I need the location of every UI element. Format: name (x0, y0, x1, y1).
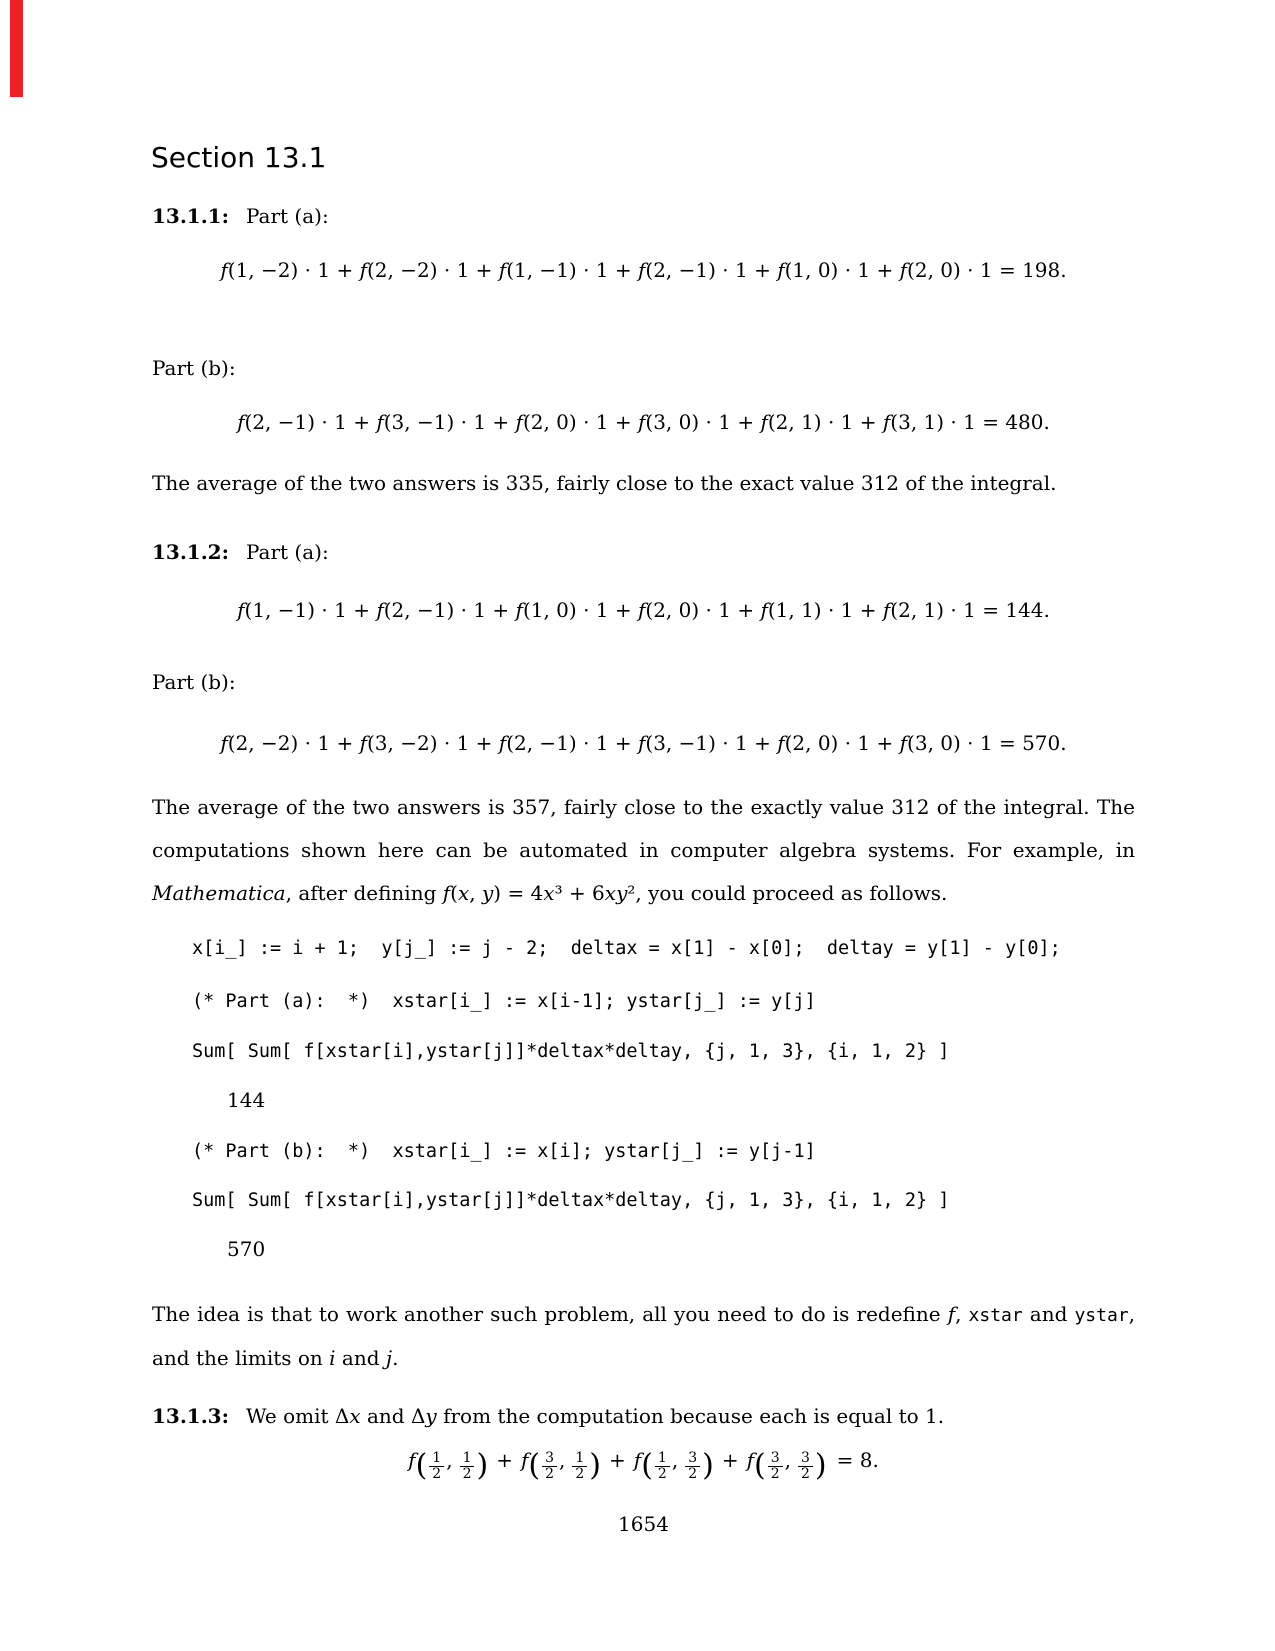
problem-13-1-3-header (152, 1404, 1135, 1428)
equation-13-1-2b: f(2, −2) · 1 + f(3, −2) · 1 + f(2, −1) · 1 + f(3, −1) · 1 + f(2, 0) · 1 + f(3, 0) · 1 = 570. (220, 731, 1067, 755)
numerator: 3 (545, 1450, 555, 1467)
outro-text: and (335, 1346, 386, 1370)
outro-text: The idea is that to work another such problem, all you need to do is redefine (152, 1302, 948, 1326)
section-title: Section 13.1 (151, 141, 327, 174)
f-variable: f (947, 1302, 956, 1326)
numerator: 3 (688, 1450, 698, 1467)
fraction (460, 1451, 475, 1481)
left-paren: ( (415, 1448, 428, 1483)
numerator: 1 (432, 1450, 442, 1467)
f-term (408, 1448, 489, 1483)
problem-number: 13.1.3: (152, 1404, 229, 1428)
denominator: 2 (460, 1466, 475, 1482)
problem-13-1-2-header (152, 540, 1135, 564)
part-b-label: Part (b): (152, 670, 236, 694)
denominator: 2 (655, 1466, 670, 1482)
code-line-sum-a: Sum[ Sum[ f[xstar[i],ystar[j]]*deltax*deltay, {j, 1, 3}, {i, 1, 2} ] (192, 1041, 950, 1062)
j-variable: j (385, 1346, 393, 1370)
equation-13-1-1a: f(1, −2) · 1 + f(2, −2) · 1 + f(1, −1) · 1 + f(2, −1) · 1 + f(1, 0) · 1 + f(2, 0) · 1 = 198. (220, 258, 1067, 282)
comma: , (784, 1448, 791, 1472)
part-b-header-2 (152, 670, 1135, 694)
xstar-code: xstar (968, 1305, 1023, 1326)
fraction (429, 1451, 444, 1481)
plus-sign: + (721, 1448, 739, 1472)
f-symbol: f (746, 1448, 754, 1472)
left-paren: ( (641, 1448, 653, 1483)
equation-13-1-2a: f(1, −1) · 1 + f(2, −1) · 1 + f(1, 0) · 1 + f(2, 0) · 1 + f(1, 1) · 1 + f(2, 1) · 1 = 144. (237, 598, 1050, 622)
left-paren: ( (528, 1448, 541, 1483)
part-a-label: Part (a): (245, 204, 329, 228)
fraction (542, 1451, 557, 1481)
fraction (685, 1451, 700, 1481)
denominator: 2 (685, 1466, 700, 1482)
equation-13-1-3 (152, 1448, 1135, 1483)
function-definition: f(x, y) = 4x³ + 6xy², (442, 881, 642, 905)
code-output-a: 144 (227, 1088, 266, 1112)
right-paren: ) (814, 1448, 827, 1483)
right-paren: ) (589, 1448, 602, 1483)
equation-13-1-1b: f(2, −1) · 1 + f(3, −1) · 1 + f(2, 0) · 1 + f(3, 0) · 1 + f(2, 1) · 1 + f(3, 1) · 1 = 480. (237, 410, 1050, 434)
delta-x: Δx (334, 1404, 361, 1428)
f-symbol: f (520, 1448, 529, 1472)
denominator: 2 (572, 1466, 587, 1482)
mathematica-name: Mathematica (152, 881, 286, 905)
code-output-b: 570 (227, 1237, 266, 1261)
part-b-label: Part (b): (152, 356, 236, 380)
delta-y: Δy (410, 1404, 437, 1428)
ystar-code: ystar (1074, 1305, 1129, 1326)
intro-text: from the computation because each is equal to 1. (436, 1404, 945, 1428)
note-13-1-2 (152, 786, 1135, 915)
closing-paragraph (152, 1293, 1135, 1380)
comma: , (446, 1448, 453, 1472)
code-line-sum-b: Sum[ Sum[ f[xstar[i],ystar[j]]*deltax*deltay, {j, 1, 3}, {i, 1, 2} ] (192, 1190, 950, 1211)
outro-text: . (392, 1346, 399, 1370)
equation-result: = 8. (836, 1448, 879, 1472)
note-text: The average of the two answers is 357, fairly close to the exactly value 312 of the integral. The computations shown here can be automated in computer algebra systems. For example, in (152, 795, 1135, 862)
outro-text: , (955, 1302, 969, 1326)
fraction (768, 1451, 783, 1481)
numerator: 1 (575, 1450, 585, 1467)
red-marker (10, 0, 23, 97)
plus-sign: + (609, 1448, 626, 1472)
plus-sign: + (496, 1448, 513, 1472)
part-b-header-1 (152, 356, 1135, 380)
comma: , (559, 1448, 566, 1472)
code-line-part-b: (* Part (b): *) xstar[i_] := x[i]; ystar[j_] := y[j-1] (192, 1141, 816, 1162)
f-symbol: f (408, 1448, 416, 1472)
denominator: 2 (542, 1466, 557, 1482)
note-13-1-1: The average of the two answers is 335, fairly close to the exact value 312 of the integral. (152, 471, 1057, 495)
denominator: 2 (429, 1466, 444, 1482)
outro-text: , and the limits on (152, 1302, 1136, 1370)
right-paren: ) (702, 1448, 714, 1483)
intro-text: We omit (245, 1404, 335, 1428)
f-symbol: f (633, 1448, 642, 1472)
problem-number: 13.1.1: (152, 204, 229, 228)
note-text: you could proceed as follows. (641, 881, 948, 905)
code-line-definitions: x[i_] := i + 1; y[j_] := j - 2; deltax = x[1] - x[0]; deltay = y[1] - y[0]; (192, 938, 1061, 959)
numerator: 1 (462, 1450, 472, 1467)
numerator: 1 (657, 1450, 667, 1467)
f-term (746, 1448, 827, 1483)
code-line-part-a: (* Part (a): *) xstar[i_] := x[i-1]; ystar[j_] := y[j] (192, 991, 816, 1012)
f-term (633, 1448, 714, 1483)
i-variable: i (329, 1346, 336, 1370)
left-paren: ( (754, 1448, 766, 1483)
outro-text: and (1022, 1302, 1075, 1326)
numerator: 3 (770, 1450, 780, 1467)
f-term (520, 1448, 602, 1483)
intro-text: and (360, 1404, 411, 1428)
fraction (798, 1451, 813, 1481)
part-a-label: Part (a): (245, 540, 329, 564)
note-text: , after defining (285, 881, 443, 905)
fraction (655, 1451, 670, 1481)
denominator: 2 (798, 1466, 813, 1482)
problem-number: 13.1.2: (152, 540, 229, 564)
denominator: 2 (768, 1466, 783, 1482)
problem-13-1-1-header (152, 204, 1135, 228)
page-number: 1654 (618, 1512, 669, 1536)
comma: , (671, 1448, 679, 1472)
numerator: 3 (801, 1450, 810, 1467)
fraction (572, 1451, 587, 1481)
right-paren: ) (476, 1448, 489, 1483)
